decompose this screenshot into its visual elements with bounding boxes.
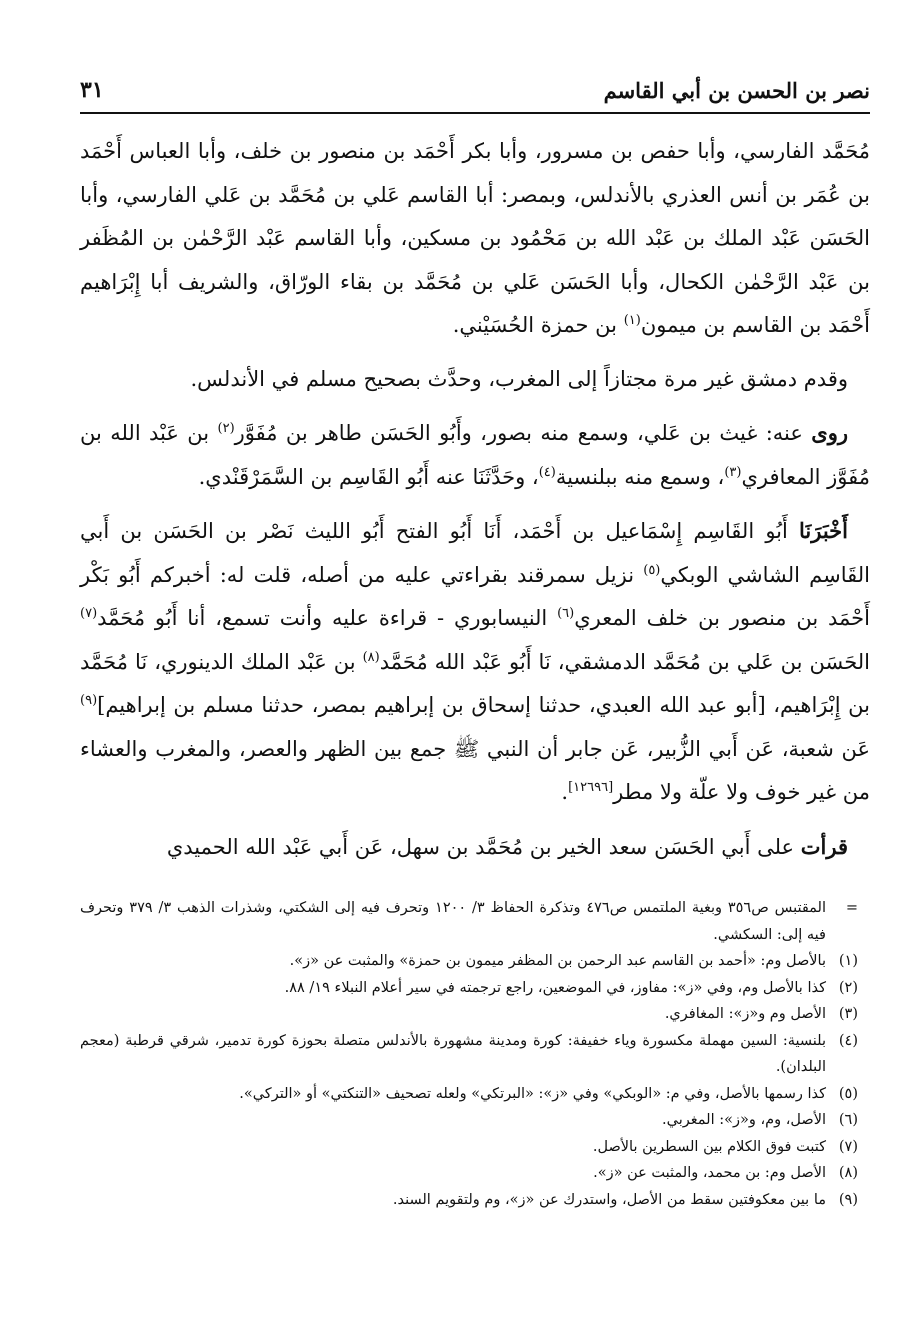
footnote-text: كتبت فوق الكلام بين السطرين بالأصل. xyxy=(592,1138,826,1155)
footnote-4 xyxy=(80,1028,870,1081)
paragraph-3-text-a: عنه: غيث بن عَلي، وسمع منه بصور، وأَبُو الحَسَن طاهر بن مُفَوَّر xyxy=(234,421,812,445)
paragraph-4-text-b: نزيل سمرقند بقراءتي عليه من أصله، قلت له: أخبركم أَبُو بَكْر أَحْمَد بن منصور بن خلف المعري xyxy=(80,562,870,630)
footnote-ref-4: (٤) xyxy=(538,464,556,480)
paragraph-1-text: مُحَمَّد الفارسي، وأبا حفص بن مسرور، وأبا بكر أَحْمَد بن منصور بن خلف، وأبا العباس أَحْمَد بن عُمَر بن أنس العذري بالأندلس، وبمصر: أبا القاسم عَلي بن مُحَمَّد بن عَلي الفارسي، وأبا الحَسَن عَبْد الملك بن عَبْد الله بن مَحْمُود بن مسكين، وأبا القاسم عَبْد الرَّحْمٰن بن المُظَفر بن عَبْد الرَّحْمٰن الكحال، وأبا الحَسَن عَلي بن مُحَمَّد بن بقاء الورّاق، والشريف أبا إِبْرَاهيم أَحْمَد بن القاسم بن ميمون xyxy=(80,139,870,337)
footnote-number: (٢) xyxy=(838,979,858,996)
footnote-number: (١) xyxy=(838,953,858,969)
footnote-ref-7: (٧) xyxy=(80,606,98,621)
paragraph-3-lead: روى xyxy=(811,420,849,445)
page-number: ٣١ xyxy=(80,77,104,103)
paragraph-1 xyxy=(80,130,870,348)
footnote-text: كذا رسمها بالأصل، وفي م: «الوبكي» وفي «ز»: «البرتكي» ولعله تصحيف «التنكتي» أو «التركي». xyxy=(239,1085,826,1102)
footnote-ref-5: (٥) xyxy=(643,562,661,578)
paragraph-5 xyxy=(80,825,870,870)
footnote-ref-3: (٣) xyxy=(724,464,742,480)
running-title: نصر بن الحسن بن أبي القاسم xyxy=(603,77,870,103)
footnote-ref-8: (٨) xyxy=(362,649,380,665)
paragraph-4-text-f: عَن شعبة، عَن أَبي الزُّبير، عَن جابر أن النبي ﷺ جمع بين الظهر والعصر، والمغرب والعشاء من غير خوف ولا علّة ولا مطر xyxy=(80,736,870,804)
paragraph-3-text-d: ، وحَدَّثَنَا عنه أَبُو القَاسِم بن السَّمَرْقَنْدي. xyxy=(198,464,539,489)
paragraph-4-text-g: . xyxy=(561,780,569,804)
footnote-text: بالأصل وم: «أحمد بن القاسم عبد الرحمن بن المظفر ميمون بن حمزة» والمثبت عن «ز». xyxy=(289,953,826,969)
main-text xyxy=(80,130,870,879)
footnote-number: (٣) xyxy=(838,1006,858,1022)
footnote-text: بلنسية: السين مهملة مكسورة وياء خفيفة: كورة ومدينة مشهورة بالأندلس متصلة بحوزة كورة تدمير، شرقي قرطبة (معجم البلدان). xyxy=(80,1032,826,1075)
header-rule xyxy=(80,112,870,114)
footnote-8 xyxy=(80,1160,870,1187)
footnote-number: (٤) xyxy=(838,1032,858,1049)
footnote-text: الأصل، وم، و«ز»: المغربي. xyxy=(662,1112,826,1128)
footnote-number: (٩) xyxy=(838,1191,858,1208)
footnote-text: ما بين معكوفتين سقط من الأصل، واستدرك عن «ز»، وم ولتقويم السند. xyxy=(392,1191,826,1208)
footnote-marker: = xyxy=(845,900,858,916)
footnote-5 xyxy=(80,1081,870,1108)
footnote-text: المقتبس ص٣٥٦ وبغية الملتمس ص٤٧٦ وتذكرة الحفاظ ٣/ ١٢٠٠ وتحرف فيه إلى الشكتي، وشذرات الذهب ٣/ ٣٧٩ وتحرف فيه إلى: السكشي. xyxy=(80,900,826,943)
paragraph-4 xyxy=(80,509,870,815)
footnote-ref-2: (٢) xyxy=(217,421,235,436)
paragraph-5-text: على أَبي الحَسَن سعد الخير بن مُحَمَّد بن سهل، عَن أَبي عَبْد الله الحميدي xyxy=(166,834,801,859)
footnote-ref-1: (١) xyxy=(623,313,641,328)
paragraph-4-text-e: بن عَبْد الملك الدينوري، نَا مُحَمَّد بن إِبْرَاهيم، [أبو عبد الله العبدي، حدثنا إسحاق بن إبراهيم بمصر، حدثنا مسلم بن إبراهيم] xyxy=(80,649,870,717)
footnote-7 xyxy=(80,1134,870,1161)
footnote-ref-6: (٦) xyxy=(557,606,575,621)
paragraph-5-lead: قرأت xyxy=(800,833,848,859)
footnote-text: كذا بالأصل وم، وفي «ز»: مفاوز، في الموضعين، راجع ترجمته في سير أعلام النبلاء ١٩/ ٨٨. xyxy=(284,979,826,996)
hadith-number: [١٢٦٩٦] xyxy=(568,780,614,795)
paragraph-3 xyxy=(80,411,870,499)
footnote-6 xyxy=(80,1107,870,1134)
paragraph-4-text-a: أَبُو القَاسِم إِسْمَاعيل بن أَحْمَد، أَنَا أَبُو الفتح أَبُو الليث نَصْر بن الحَسَن بن أَبي القَاسِم الشاشي الوبكي xyxy=(80,519,870,587)
footnote-continued xyxy=(80,895,870,948)
paragraph-4-lead: أَخْبَرَنَا xyxy=(799,518,848,543)
footnotes xyxy=(80,895,870,1213)
paragraph-2 xyxy=(80,358,870,402)
footnote-ref-9: (٩) xyxy=(80,693,98,708)
footnote-9 xyxy=(80,1187,870,1214)
paragraph-1-end: بن حمزة الحُسَيْني. xyxy=(452,313,624,337)
footnote-text: الأصل وم: بن محمد، والمثبت عن «ز». xyxy=(593,1165,826,1181)
paragraph-3-text-b: بن عَبْد الله بن مُفَوَّز المعافري xyxy=(80,421,870,489)
footnote-number: (٧) xyxy=(838,1138,858,1155)
paragraph-4-text-d: الحَسَن بن عَلي بن مُحَمَّد الدمشقي، نَا أَبُو عَبْد الله مُحَمَّد xyxy=(379,649,871,674)
page-header xyxy=(80,72,870,108)
footnote-3 xyxy=(80,1001,870,1028)
footnote-1 xyxy=(80,948,870,975)
paragraph-4-text-c: النيسابوري - قراءة عليه وأنت تسمع، أنا أَبُو مُحَمَّد xyxy=(97,606,558,630)
paragraph-2-text: وقدم دمشق غير مرة مجتازاً إلى المغرب، وحدَّث بصحيح مسلم في الأندلس. xyxy=(190,366,848,391)
paragraph-3-text-c: ، وسمع منه ببلنسية xyxy=(555,464,725,489)
footnote-number: (٥) xyxy=(838,1085,858,1102)
footnote-number: (٨) xyxy=(838,1165,858,1181)
footnote-2 xyxy=(80,975,870,1002)
footnote-text: الأصل وم و«ز»: المغافري. xyxy=(664,1006,826,1022)
footnote-number: (٦) xyxy=(838,1112,858,1128)
